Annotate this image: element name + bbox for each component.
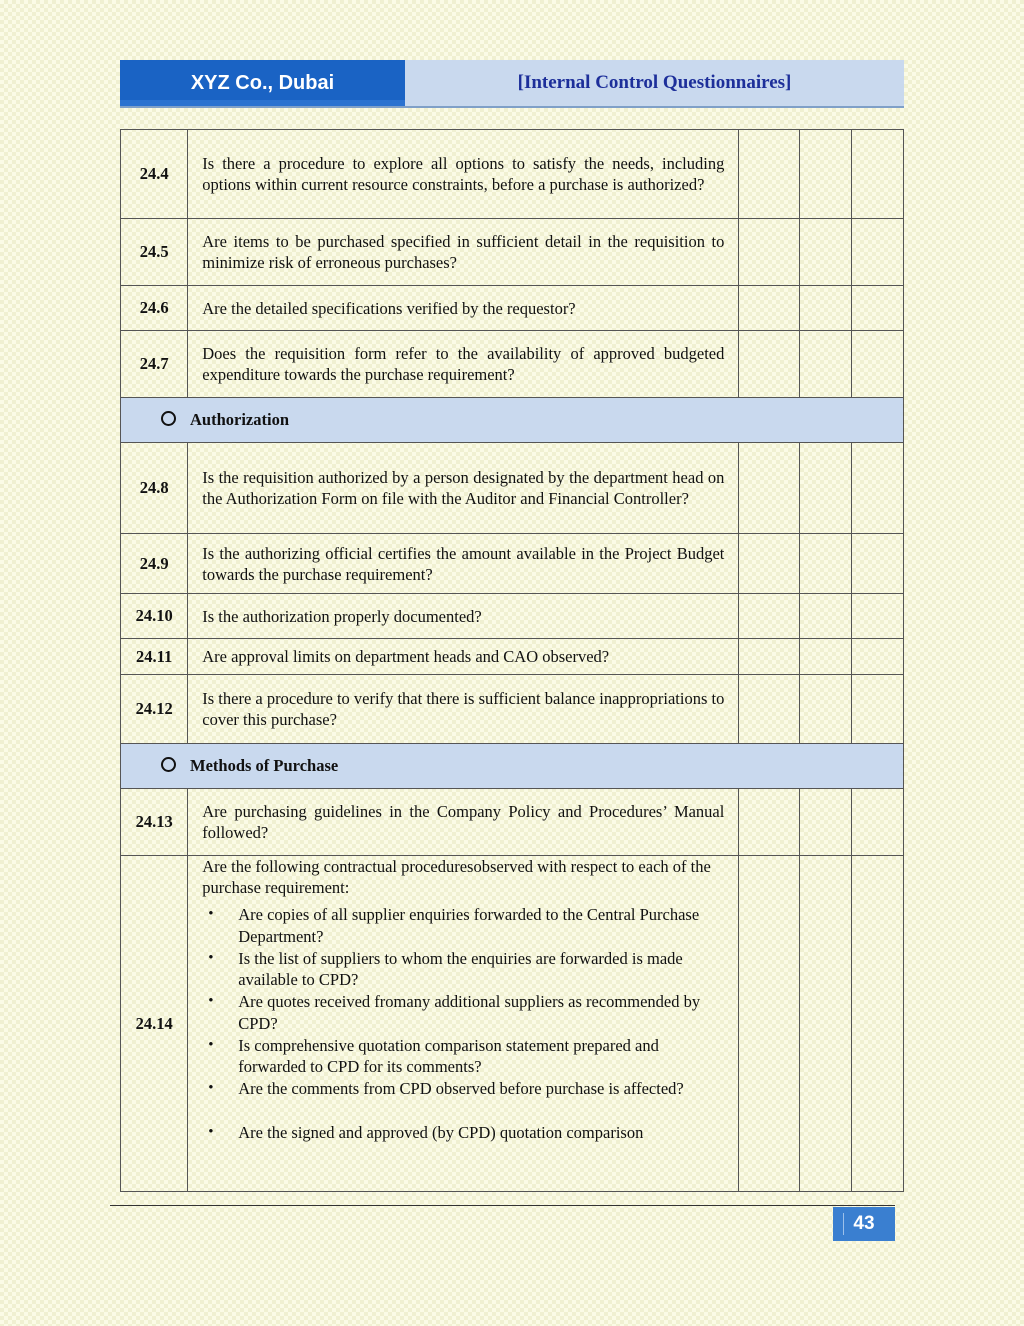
sub-question-list [202,904,724,1143]
answer-yes-cell[interactable] [739,130,799,219]
footer-rule [110,1205,895,1206]
question-number: 24.11 [121,639,188,675]
question-row [121,675,904,744]
question-number: 24.5 [121,219,188,286]
answer-yes-cell[interactable] [739,856,799,1192]
answer-remarks-cell[interactable] [851,639,903,675]
question-text: Is there a procedure to verify that there is sufficient balance inappropriations to cover this purchase? [188,675,739,744]
answer-remarks-cell[interactable] [851,675,903,744]
question-number: 24.4 [121,130,188,219]
answer-no-cell[interactable] [799,594,851,639]
section-header-row [121,398,904,443]
question-number: 24.12 [121,675,188,744]
answer-yes-cell[interactable] [739,331,799,398]
question-row [121,331,904,398]
question-text: Does the requisition form refer to the availability of approved budgeted expenditure towards the purchase requirement? [188,331,739,398]
answer-yes-cell[interactable] [739,789,799,856]
question-row [121,856,904,1192]
question-text: Are the following contractual proceduresobserved with respect to each of the purchase requirement: [202,857,711,897]
answer-no-cell[interactable] [799,639,851,675]
page-number: 43 [833,1207,895,1241]
answer-remarks-cell[interactable] [851,856,903,1192]
question-number: 24.9 [121,534,188,594]
answer-remarks-cell[interactable] [851,331,903,398]
question-number: 24.8 [121,443,188,534]
answer-no-cell[interactable] [799,789,851,856]
document-title: [Internal Control Questionnaires] [405,60,904,106]
answer-remarks-cell[interactable] [851,219,903,286]
answer-remarks-cell[interactable] [851,443,903,534]
answer-no-cell[interactable] [799,286,851,331]
answer-yes-cell[interactable] [739,286,799,331]
question-text: Is the requisition authorized by a person designated by the department head on the Authorization Form on file with the Auditor and Financial Controller? [188,443,739,534]
section-header [121,398,904,443]
question-row [121,286,904,331]
questionnaire-table [120,129,904,1192]
sub-question-item: • Are the signed and approved (by CPD) quotation comparison [238,1122,724,1144]
company-name: XYZ Co., Dubai [190,71,335,94]
answer-no-cell[interactable] [799,130,851,219]
answer-remarks-cell[interactable] [851,534,903,594]
sub-question-item: • Is comprehensive quotation comparison statement prepared and forwarded to CPD for its comments? [238,1035,724,1078]
page-header [120,60,904,108]
question-with-list [188,856,739,1192]
question-text: Is there a procedure to explore all options to satisfy the needs, including options within current resource constraints, before a purchase is authorized? [188,130,739,219]
question-number: 24.7 [121,331,188,398]
answer-yes-cell[interactable] [739,639,799,675]
answer-no-cell[interactable] [799,534,851,594]
answer-remarks-cell[interactable] [851,789,903,856]
sub-question-item: • Are the comments from CPD observed before purchase is affected? [238,1078,724,1100]
question-number: 24.10 [121,594,188,639]
question-row [121,219,904,286]
question-row [121,594,904,639]
question-row [121,534,904,594]
section-header [121,744,904,789]
question-number: 24.14 [121,856,188,1192]
answer-yes-cell[interactable] [739,219,799,286]
answer-no-cell[interactable] [799,443,851,534]
question-text: Are approval limits on department heads and CAO observed? [188,639,739,675]
question-row [121,789,904,856]
answer-no-cell[interactable] [799,219,851,286]
answer-remarks-cell[interactable] [851,594,903,639]
circle-bullet-icon [161,411,176,426]
answer-no-cell[interactable] [799,675,851,744]
sub-question-item: • Is the list of suppliers to whom the enquiries are forwarded is made available to CPD? [238,948,724,991]
question-row [121,639,904,675]
question-row [121,443,904,534]
section-header-row [121,744,904,789]
sub-question-item: • Are copies of all supplier enquiries forwarded to the Central Purchase Department? [238,904,724,947]
answer-no-cell[interactable] [799,856,851,1192]
question-text: Is the authorization properly documented? [188,594,739,639]
answer-yes-cell[interactable] [739,443,799,534]
answer-remarks-cell[interactable] [851,286,903,331]
section-label: Methods of Purchase [190,756,339,775]
answer-remarks-cell[interactable] [851,130,903,219]
section-label: Authorization [190,410,289,429]
company-name-box [120,60,405,106]
question-text: Are items to be purchased specified in sufficient detail in the requisition to minimize risk of erroneous purchases? [188,219,739,286]
answer-no-cell[interactable] [799,331,851,398]
question-number: 24.6 [121,286,188,331]
answer-yes-cell[interactable] [739,675,799,744]
answer-yes-cell[interactable] [739,594,799,639]
sub-question-item: • Are quotes received fromany additional suppliers as recommended by CPD? [238,991,724,1034]
circle-bullet-icon [161,757,176,772]
question-number: 24.13 [121,789,188,856]
answer-yes-cell[interactable] [739,534,799,594]
question-row [121,130,904,219]
question-text: Is the authorizing official certifies the amount available in the Project Budget towards the purchase requirement? [188,534,739,594]
question-text: Are the detailed specifications verified by the requestor? [188,286,739,331]
question-text: Are purchasing guidelines in the Company Policy and Procedures’ Manual followed? [188,789,739,856]
